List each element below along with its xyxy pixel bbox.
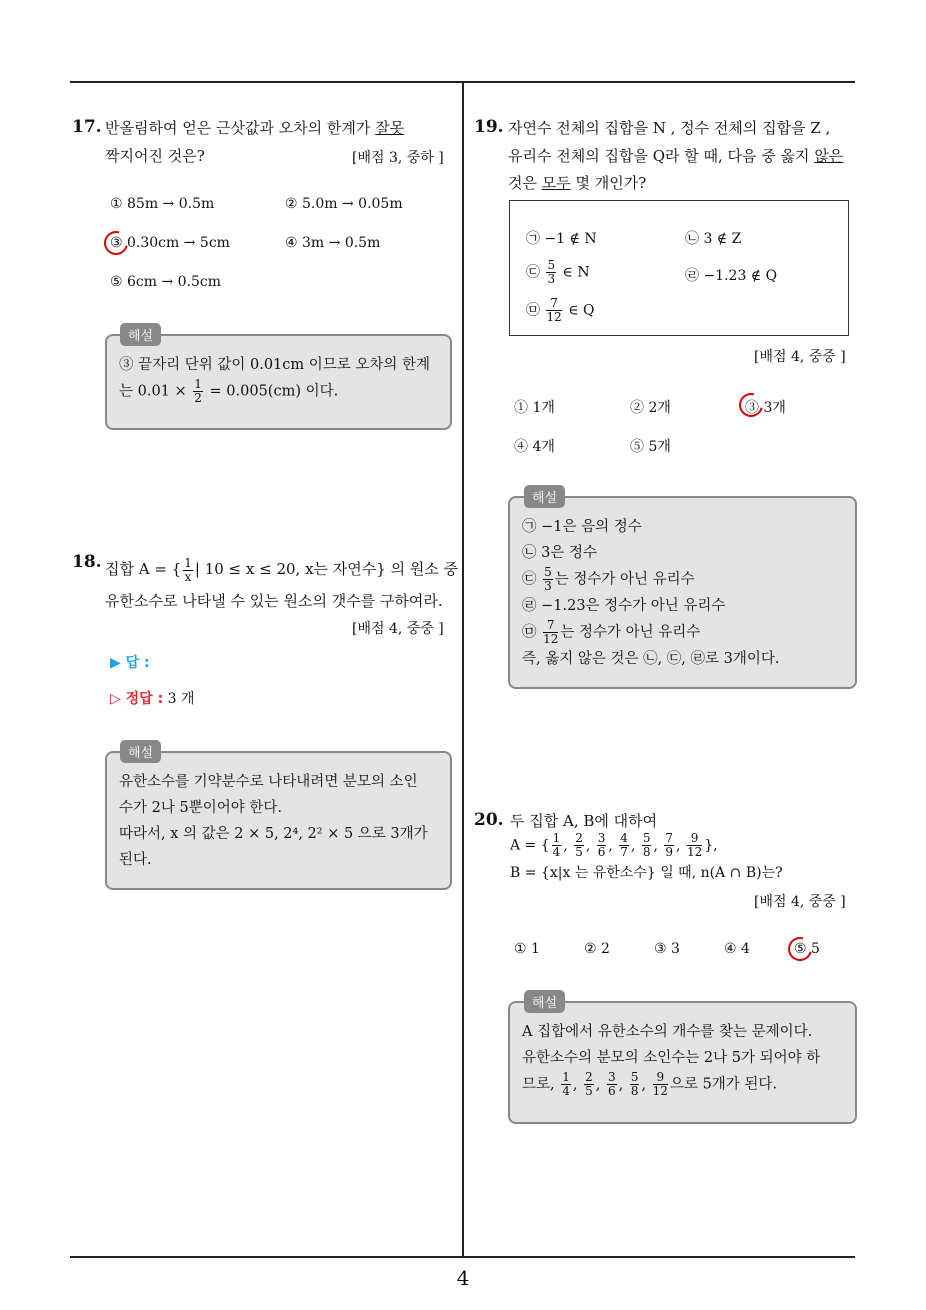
fraction: $\frac{4}{7}$ [620,831,628,859]
q19-statement-c: ㉢ $\frac{5}{3}$ ∈ N [526,258,590,286]
q17-choice-5[interactable]: ⑤ 6cm → 0.5cm [110,274,222,290]
q17-solution-box [105,334,452,430]
fraction: $\frac{3}{6}$ [607,1070,616,1098]
q18-solution-box [105,751,452,890]
q20-line1: 두 집합 A, B에 대하여 [510,812,658,830]
question-number-17: 17. [72,117,102,137]
q19-difficulty: [배점 4, 중중 ] [754,349,846,365]
q19-solution-box [508,496,857,689]
q20-solution-line1: A 집합에서 유한소수의 개수를 찾는 문제이다. [522,1024,813,1040]
q18-solution-line: 된다. [119,852,152,868]
q19-statement-e: ㉤ $\frac{7}{12}$ ∈ Q [526,296,595,324]
q19-line3: 것은 모두 몇 개인가? [508,174,647,192]
fraction: $\frac{3}{6}$ [597,831,606,859]
fraction: $\frac{2}{5}$ [585,1070,593,1098]
fraction: $\frac{5}{8}$ [630,1070,639,1098]
q19-statement-a: ㉠ −1 ∉ N [526,231,597,247]
q17-line1: 반올림하여 얻은 근삿값과 오차의 한계가 잘못 [105,119,405,137]
q19-choice-3[interactable]: ③ 3개 [745,400,786,416]
q19-solution-d: ㉣ −1.23은 정수가 아닌 유리수 [522,598,726,614]
q20-line3: B = {x|x 는 유한소수} 일 때, n(A ∩ B)는? [510,865,783,881]
q20-choice-1[interactable]: ① 1 [514,941,540,957]
q20-solution-line3: 므로, $\frac{1}{4}$ , $\frac{2}{5}$ , $\frac{3}{6}$ , $\frac{5}{8}$ , $\frac{9}{12}$ 으로 5개가 된다. [522,1070,778,1098]
question-number-19: 19. [474,117,504,137]
q17-line2: 짝지어진 것은? [105,147,205,165]
q18-answer-label: ▶ 답 : [110,655,150,671]
q19-statement-d: ㉣ −1.23 ∉ Q [685,268,778,284]
q19-solution-e: ㉤ $\frac{7}{12}$ 는 정수가 아닌 유리수 [522,618,701,646]
fraction: $\frac{1}{4}$ [552,831,561,859]
q18-line2: 유한소수로 나타낼 수 있는 원소의 갯수를 구하여라. [105,592,443,610]
q19-solution-f: 즉, 옳지 않은 것은 ㉡, ㉢, ㉣로 3개이다. [522,651,780,667]
q18-solution-line: 따라서, x 의 값은 2 × 5, 2⁴, 2² × 5 으로 3개가 [119,826,428,842]
q19-solution-b: ㉡ 3은 정수 [522,545,597,561]
q19-solution-tag: 해설 [524,485,565,508]
page-number: 4 [456,1266,470,1290]
q20-solution-box [508,1001,857,1124]
q19-statement-b: ㉡ 3 ∉ Z [685,231,742,247]
q17-choice-1[interactable]: ① 85m → 0.5m [110,196,215,212]
q20-choice-2[interactable]: ② 2 [584,941,610,957]
q17-choice-4[interactable]: ④ 3m → 0.5m [285,235,381,251]
q17-answer-mark [100,227,133,260]
q18-solution-line: 유한소수를 기약분수로 나타내려면 분모의 소인 [119,774,418,790]
q19-choice-1[interactable]: ① 1개 [514,400,555,416]
q20-answer-mark [784,933,817,966]
question-number-18: 18. [72,552,102,572]
q19-line1: 자연수 전체의 집합을 N , 정수 전체의 집합을 Z , [508,119,831,137]
bottom-rule [70,1256,855,1258]
q18-solution-line: 수가 2나 5뿐이어야 한다. [119,800,282,816]
q20-choice-5[interactable]: ⑤ 5 [794,941,820,957]
q20-difficulty: [배점 4, 중중 ] [754,894,846,910]
q20-choice-3[interactable]: ③ 3 [654,941,680,957]
q19-line2: 유리수 전체의 집합을 Q라 할 때, 다음 중 옳지 않은 [508,147,844,165]
fraction: $\frac{5}{8}$ [642,831,651,859]
fraction: $\frac{2}{5}$ [575,831,583,859]
column-divider [462,82,464,1257]
q19-solution-a: ㉠ −1은 음의 정수 [522,519,642,535]
q17-choice-3[interactable]: ③ 0.30cm → 5cm [110,235,230,251]
fraction: $\frac{9}{12}$ [686,831,703,859]
fraction: $\frac{1}{4}$ [562,1070,570,1098]
q19-choice-5[interactable]: ⑤ 5개 [630,439,671,455]
q20-choice-4[interactable]: ④ 4 [724,941,750,957]
q20-solution-line2: 유한소수의 분모의 소인수는 2나 5가 되어야 하 [522,1050,821,1066]
q17-difficulty: [배점 3, 중하 ] [352,150,444,166]
q18-solution-tag: 해설 [120,740,161,763]
q18-difficulty: [배점 4, 중중 ] [352,621,444,637]
q18-correct-row: ▷ 정답 : 3 개 [110,691,195,707]
question-number-20: 20. [474,810,504,830]
q17-solution-line1: ③ 끝자리 단위 값이 0.01cm 이므로 오차의 한계 [119,357,431,373]
q19-statement-box [509,200,849,336]
q20-set-a: A = { $\frac{1}{4}$ , $\frac{2}{5}$ , $\frac{3}{6}$ , $\frac{4}{7}$ , $\frac{5}{8}$ , $\frac{7}{9}$ , $\frac{9}{12}$ }, [510,831,718,859]
fraction: $\frac{9}{12}$ [652,1070,668,1098]
q17-solution-tag: 해설 [120,323,161,346]
q20-solution-tag: 해설 [524,990,565,1013]
fraction: $\frac{7}{9}$ [665,831,674,859]
q19-choice-4[interactable]: ④ 4개 [514,439,555,455]
q19-solution-c: ㉢ $\frac{5}{3}$ 는 정수가 아닌 유리수 [522,565,695,593]
q17-choice-2[interactable]: ② 5.0m → 0.05m [285,196,403,212]
q19-choice-2[interactable]: ② 2개 [630,400,671,416]
q17-solution-line2: 는 0.01 × $\frac{1}{2}$ = 0.005(cm) 이다. [119,377,339,405]
q18-line1: 집합 A = { $\frac{1}{x}$ | 10 ≤ x ≤ 20, x는 자연수} 의 원소 중 [105,555,459,584]
